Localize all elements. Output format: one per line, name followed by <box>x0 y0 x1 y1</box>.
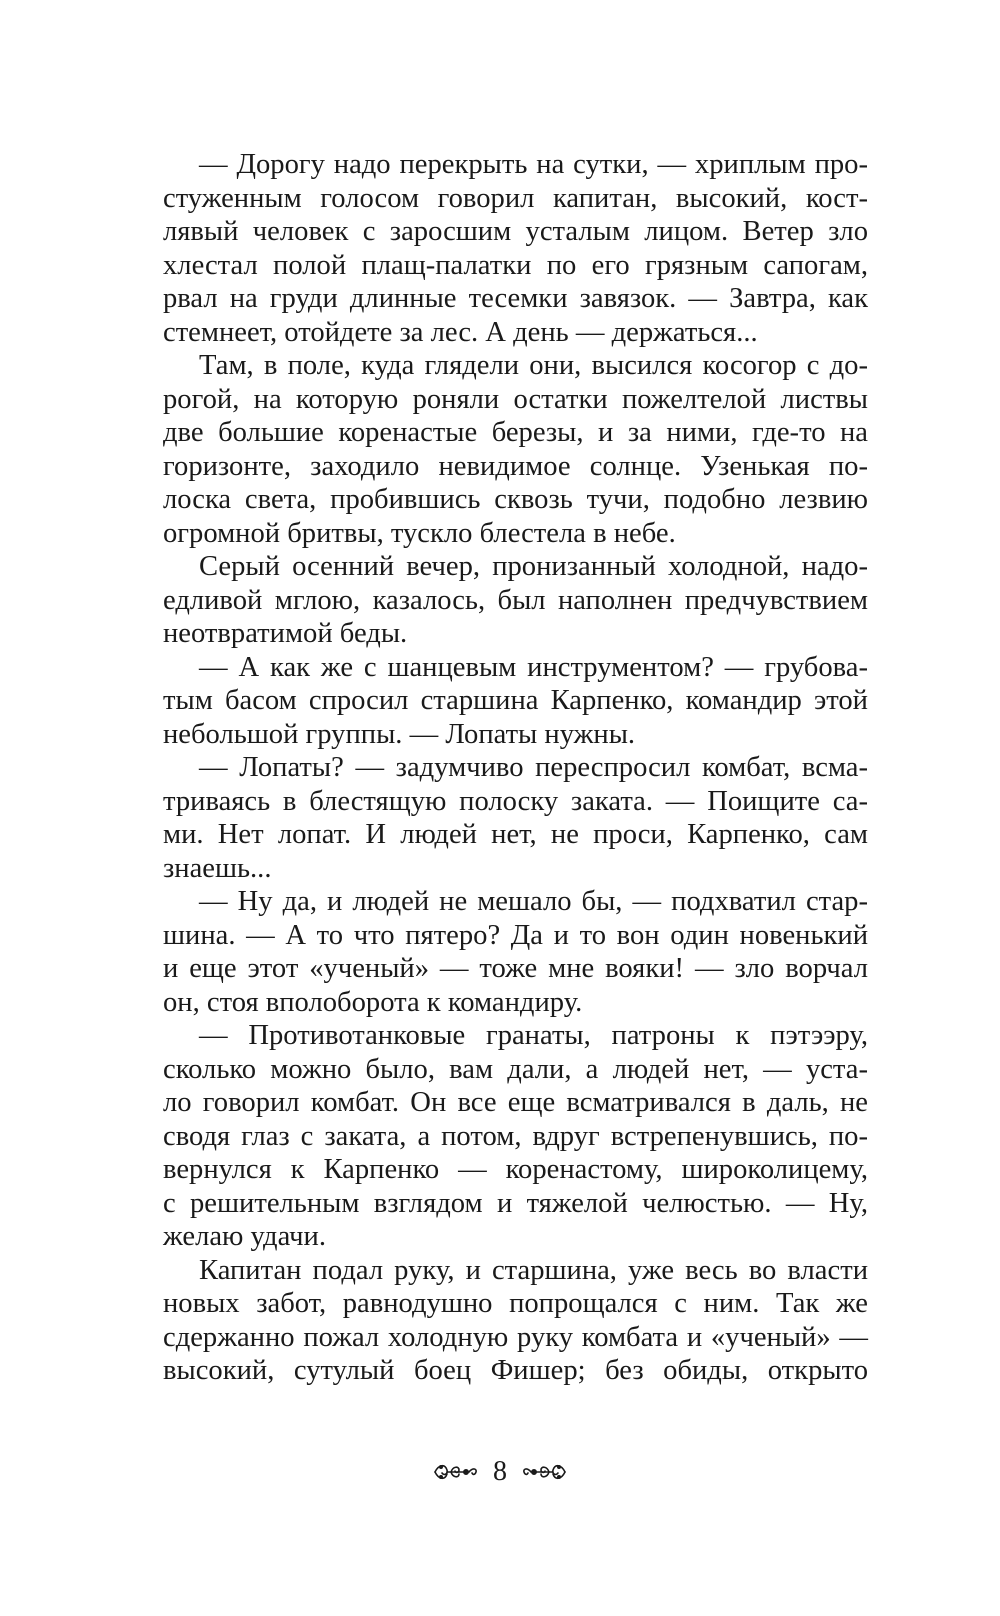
text-line: сдержанно пожал холодную руку комбата и «ученый» — <box>163 1321 868 1353</box>
text-line: Серый осенний вечер, пронизанный холодной, надо- <box>199 551 868 582</box>
text-line: рвал на груди длинные тесемки завязок. — Завтра, как <box>163 283 868 314</box>
text-line: знаешь... <box>163 852 272 884</box>
text-line: шина. — А то что пятеро? Да и то вон один новенький <box>163 919 868 951</box>
text-line: лявый человек с заросшим усталым лицом. Ветер зло <box>163 216 868 247</box>
text-line: горизонте, заходило невидимое солнце. Узенькая по- <box>163 450 868 482</box>
text-line: ло говорил комбат. Он все еще всматривался в даль, не <box>163 1087 868 1118</box>
text-line: с решительным взглядом и тяжелой челюстью. — Ну, <box>163 1187 868 1219</box>
text-line: сколько можно было, вам дали, а людей нет, — уста- <box>163 1053 868 1085</box>
page-footer <box>0 1452 1000 1492</box>
text-line: новых забот, равнодушно попрощался с ним. Так же <box>163 1288 868 1319</box>
text-line: сводя глаз с заката, а потом, вдруг встрепенувшись, по- <box>163 1120 868 1152</box>
left-ornament-icon <box>433 1460 479 1484</box>
text-line: желаю удачи. <box>163 1221 326 1252</box>
page-number: 8 <box>493 1456 507 1487</box>
text-line: неотвратимой беды. <box>163 618 408 649</box>
text-line: Там, в поле, куда глядели они, высился косогор с до- <box>199 350 868 381</box>
text-line: Капитан подал руку, и старшина, уже весь во власти <box>199 1254 868 1286</box>
text-line: и еще этот «ученый» — тоже мне вояки! — зло ворчал <box>163 953 868 984</box>
text-line: — Противотанковые гранаты, патроны к пэтээру, <box>199 1020 868 1051</box>
text-line: огромной бритвы, тускло блестела в небе. <box>163 517 676 549</box>
text-line: едливой мглою, казалось, был наполнен предчувствием <box>163 584 868 616</box>
text-line: ми. Нет лопат. И людей нет, не проси, Карпенко, сам <box>163 819 868 850</box>
text-line: высокий, сутулый боец Фишер; без обиды, открыто <box>163 1355 868 1386</box>
text-line: триваясь в блестящую полоску заката. — Поищите са- <box>163 785 868 817</box>
text-line: вернулся к Карпенко — коренастому, широколицему, <box>163 1154 868 1185</box>
text-line: — Дорогу надо перекрыть на сутки, — хриплым про- <box>199 149 868 180</box>
text-line: стуженным голосом говорил капитан, высокий, кост- <box>163 182 868 214</box>
text-line: рогой, на которую роняли остатки пожелтелой листвы <box>163 383 868 415</box>
text-line: лоска света, пробившись сквозь тучи, подобно лезвию <box>163 484 868 515</box>
text-line: он, стоя вполоборота к командиру. <box>163 986 583 1018</box>
text-line: стемнеет, отойдете за лес. А день — держаться... <box>163 316 758 348</box>
text-line: хлестал полой плащ-палатки по его грязным сапогам, <box>163 249 868 281</box>
body-text <box>163 148 868 1388</box>
text-line: — А как же с шанцевым инструментом? — грубова- <box>199 651 868 683</box>
text-line: небольшой группы. — Лопаты нужны. <box>163 718 636 750</box>
text-line: — Ну да, и людей не мешало бы, — подхватил стар- <box>199 886 868 917</box>
text-line: — Лопаты? — задумчиво переспросил комбат, всма- <box>199 752 868 783</box>
right-ornament-icon <box>521 1460 567 1484</box>
text-line: тым басом спросил старшина Карпенко, командир этой <box>163 685 868 716</box>
text-line: две большие коренастые березы, и за ними, где-то на <box>163 417 868 448</box>
